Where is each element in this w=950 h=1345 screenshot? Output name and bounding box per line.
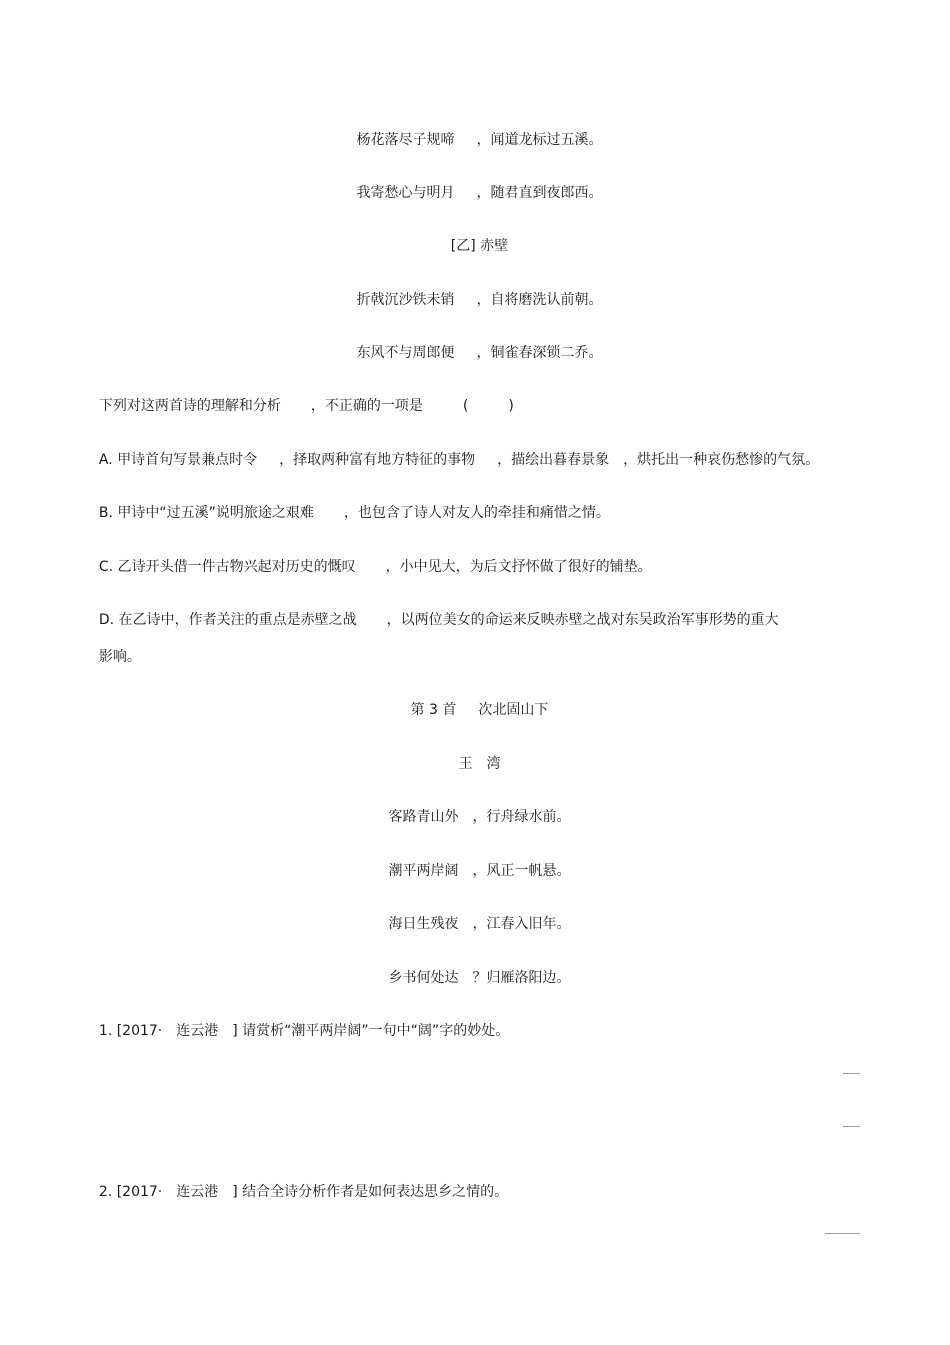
poem-text: ？归雁洛阳边。 <box>472 970 571 986</box>
poem-text: 乡书何处达 <box>388 970 459 986</box>
option-d <box>90 590 779 628</box>
question-source: 连云港 <box>176 1184 219 1200</box>
option-text: ，小中见大，为后文抒怀做了很好的铺垫。 <box>385 559 652 575</box>
option-c <box>90 537 652 575</box>
question-source: 1. [2017· <box>98 1023 163 1039</box>
option-a <box>90 430 820 468</box>
poem-text: 折戟沉沙铁未销 <box>356 292 455 308</box>
question-source: 连云港 <box>176 1023 219 1039</box>
poem-jia-line-1 <box>0 110 950 148</box>
option-d-continued <box>90 627 141 665</box>
question-stem <box>90 376 514 414</box>
poem3-line-1 <box>0 787 950 825</box>
question-text: ] 请赏析“潮平两岸阔”一句中“阔”字的妙处。 <box>232 1023 510 1039</box>
question-source: 2. [2017· <box>98 1184 163 1200</box>
poem-text: ，江春入旧年。 <box>472 916 571 932</box>
answer-blank-line <box>843 1073 860 1074</box>
option-text: ，描绘出暮春景象 <box>497 452 610 468</box>
option-text: B. 甲诗中“过五溪”说明旅途之艰难 <box>98 505 314 521</box>
poem-text: ，闻道龙标过五溪。 <box>476 132 603 148</box>
option-text: A. 甲诗首句写景兼点时令 <box>98 452 258 468</box>
poem-text: ，铜雀春深锁二乔。 <box>476 345 603 361</box>
answer-paren-open: ( <box>462 398 469 414</box>
answer-blank-line <box>843 1126 860 1127</box>
poem-number: 第 3 首 <box>410 702 457 718</box>
poem3-line-2 <box>0 841 950 879</box>
poem-title: [乙] 赤壁 <box>450 238 509 254</box>
option-text: ，择取两种富有地方特征的事物 <box>279 452 476 468</box>
poem-text: 我寄愁心与明月 <box>356 185 455 201</box>
poem3-line-4 <box>0 948 950 986</box>
poem-jia-line-2 <box>0 163 950 201</box>
question-1 <box>90 1001 510 1039</box>
option-text: ，烘托出一种哀伤愁惨的气氛。 <box>623 452 820 468</box>
poem-yi-line-2 <box>0 323 950 361</box>
option-text: 影响。 <box>98 649 141 665</box>
answer-paren-close: ) <box>508 398 514 414</box>
option-text: ，以两位美女的命运来反映赤壁之战对东吴政治军事形势的重大 <box>386 612 779 628</box>
poem-text: ，随君直到夜郎西。 <box>476 185 603 201</box>
poem-text: 杨花落尽子规啼 <box>356 132 455 148</box>
poem-text: ，行舟绿水前。 <box>472 809 571 825</box>
option-text: D. 在乙诗中，作者关注的重点是赤壁之战 <box>98 612 357 628</box>
poem-yi-line-1 <box>0 270 950 308</box>
question-text: ，不正确的一项是 <box>310 398 423 414</box>
answer-blank-line <box>825 1233 860 1234</box>
poem-text: 海日生残夜 <box>388 916 459 932</box>
poem3-title <box>0 680 950 718</box>
poem-text: 客路青山外 <box>388 809 459 825</box>
poem-yi-title <box>0 216 950 254</box>
poem-text: 潮平两岸阔 <box>388 863 459 879</box>
poem3-line-3 <box>0 894 950 932</box>
option-b <box>90 483 610 521</box>
poem-text: ，自将磨洗认前朝。 <box>476 292 603 308</box>
poem-text: 东风不与周郎便 <box>356 345 455 361</box>
option-text: ，也包含了诗人对友人的牵挂和痛惜之情。 <box>343 505 610 521</box>
question-text: 下列对这两首诗的理解和分析 <box>98 398 281 414</box>
poem3-author <box>0 734 950 772</box>
poem-author: 王 湾 <box>458 756 501 772</box>
question-2 <box>90 1162 509 1200</box>
poem-title: 次北固山下 <box>478 702 549 718</box>
option-text: C. 乙诗开头借一件古物兴起对历史的慨叹 <box>98 559 356 575</box>
poem-text: ，风正一帆悬。 <box>472 863 571 879</box>
question-text: ] 结合全诗分析作者是如何表达思乡之情的。 <box>232 1184 509 1200</box>
